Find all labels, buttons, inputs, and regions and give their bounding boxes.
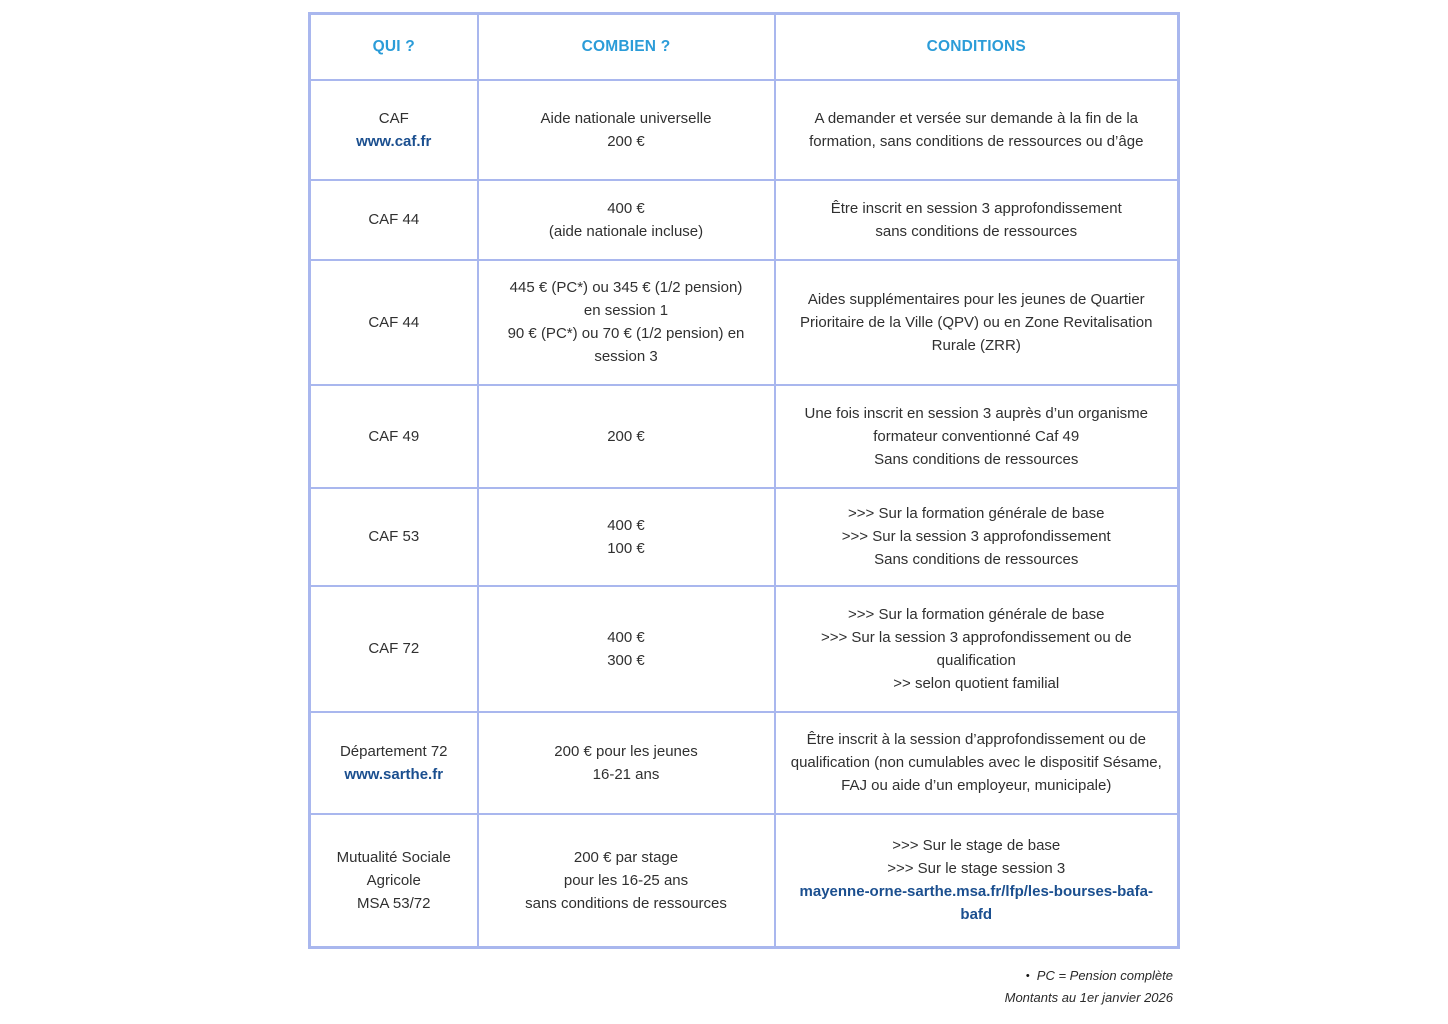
cell-text-line: 200 €	[607, 427, 645, 445]
amount-cell	[478, 385, 775, 488]
cell-text-line: Sans conditions de ressources	[874, 551, 1079, 568]
table-row	[310, 80, 1179, 180]
cell-text-line: >>> Sur le stage de base	[892, 837, 1061, 855]
cell-text-line: 400 €	[607, 199, 645, 217]
cell-text-line: session 3	[594, 348, 658, 365]
cell-text-line: >>> Sur la formation générale de base	[848, 505, 1105, 522]
cell-text-line: Être inscrit en session 3 approfondissement	[830, 199, 1122, 217]
table-row	[310, 712, 1179, 814]
cell-text-line: CAF	[378, 109, 409, 127]
table-row	[310, 180, 1179, 260]
header-row	[310, 14, 1179, 80]
who-cell	[310, 586, 478, 712]
cell-text-line: 300 €	[607, 651, 645, 669]
cell-text-line: 200 € par stage	[573, 848, 679, 866]
footnote-pc	[308, 965, 1173, 987]
cell-text-line: >>> Sur la session 3 approfondissement	[841, 528, 1111, 545]
amount-cell	[478, 260, 775, 385]
column-header-conditions: CONDITIONS	[775, 14, 1179, 80]
who-cell	[310, 180, 478, 260]
who-cell	[310, 385, 478, 488]
cell-text-line: CAF 44	[368, 313, 420, 331]
who-cell	[310, 260, 478, 385]
who-cell	[310, 80, 478, 180]
cell-text-line: 90 € (PC*) ou 70 € (1/2 pension) en	[507, 325, 745, 342]
cell-text-line: >>> Sur la session 3 approfondissement ou de qualification	[820, 628, 1132, 669]
cell-text-line: 400 €	[607, 516, 645, 534]
cell-text-line: Une fois inscrit en session 3 auprès d’un organisme formateur conventionné Caf 49	[804, 404, 1148, 445]
cell-text-line: >>> Sur la formation générale de base	[848, 605, 1105, 623]
cell-text-line: 200 € pour les jeunes	[554, 742, 698, 760]
cell-link[interactable]: mayenne-orne-sarthe.msa.fr/lfp/les-bourses-bafa-bafd	[799, 883, 1153, 924]
cell-text-line: 16-21 ans	[592, 765, 660, 783]
who-cell	[310, 712, 478, 814]
conditions-cell	[775, 80, 1179, 180]
cell-text-line: Être inscrit à la session d’approfondissement ou de qualification (non cumulables avec le dispositif Sésame, FAJ ou aide d’un employeur, municipale)	[790, 731, 1162, 794]
conditions-cell	[775, 488, 1179, 586]
cell-text-line: 400 €	[607, 628, 645, 646]
conditions-cell	[775, 712, 1179, 814]
cell-text-line: Agricole	[366, 871, 421, 889]
cell-text-line: sans conditions de ressources	[525, 894, 727, 912]
table-row	[310, 814, 1179, 948]
cell-text-line: CAF 72	[368, 640, 420, 657]
cell-text-line: A demander et versée sur demande à la fin de la formation, sans conditions de ressources ou d’âge	[809, 109, 1144, 150]
cell-text-line: >>> Sur le stage session 3	[887, 860, 1066, 878]
cell-text-line: (aide nationale incluse)	[548, 222, 704, 240]
cell-text-line: Département 72	[339, 742, 448, 760]
cell-text-line: Aide nationale universelle	[540, 109, 712, 127]
table-row	[310, 586, 1179, 712]
amount-cell	[478, 180, 775, 260]
footnotes	[308, 965, 1177, 1008]
cell-text-line: 200 €	[607, 132, 645, 150]
cell-text-line: Sans conditions de ressources	[874, 450, 1079, 468]
amount-cell	[478, 814, 775, 948]
bafa-aid-table	[308, 12, 1180, 949]
cell-text-line: pour les 16-25 ans	[563, 871, 689, 889]
table-row	[310, 260, 1179, 385]
cell-text-line: 100 €	[607, 539, 645, 557]
column-header-combien: COMBIEN ?	[478, 14, 775, 80]
who-cell	[310, 488, 478, 586]
amount-cell	[478, 586, 775, 712]
table-row	[310, 385, 1179, 488]
cell-text-line: CAF 53	[368, 528, 420, 545]
amount-cell	[478, 80, 775, 180]
amount-cell	[478, 712, 775, 814]
cell-link[interactable]: www.caf.fr	[356, 132, 432, 150]
cell-text-line: 445 € (PC*) ou 345 € (1/2 pension)	[509, 279, 743, 296]
cell-text-line: en session 1	[583, 302, 669, 319]
conditions-cell	[775, 260, 1179, 385]
conditions-cell	[775, 180, 1179, 260]
who-cell	[310, 814, 478, 948]
cell-link[interactable]: www.sarthe.fr	[344, 765, 444, 783]
cell-text-line: sans conditions de ressources	[875, 222, 1078, 240]
footnote-date: Montants au 1er janvier 2026	[1004, 990, 1173, 1005]
column-header-qui: QUI ?	[310, 14, 478, 80]
footnote-pc-text: PC = Pension complète	[1036, 968, 1173, 983]
cell-text-line: MSA 53/72	[357, 894, 431, 912]
aid-table-wrapper	[308, 12, 1177, 1008]
cell-text-line: CAF 49	[368, 427, 420, 445]
cell-text-line: CAF 44	[368, 211, 420, 228]
cell-text-line: Aides supplémentaires pour les jeunes de Quartier Prioritaire de la Ville (QPV) ou en Zone Revitalisation Rurale (ZRR)	[800, 290, 1153, 354]
table-row	[310, 488, 1179, 586]
conditions-cell	[775, 385, 1179, 488]
bullet-icon: •	[1025, 970, 1030, 982]
cell-text-line: >> selon quotient familial	[893, 674, 1060, 692]
conditions-cell	[775, 586, 1179, 712]
conditions-cell	[775, 814, 1179, 948]
amount-cell	[478, 488, 775, 586]
cell-text-line: Mutualité Sociale	[336, 848, 451, 866]
